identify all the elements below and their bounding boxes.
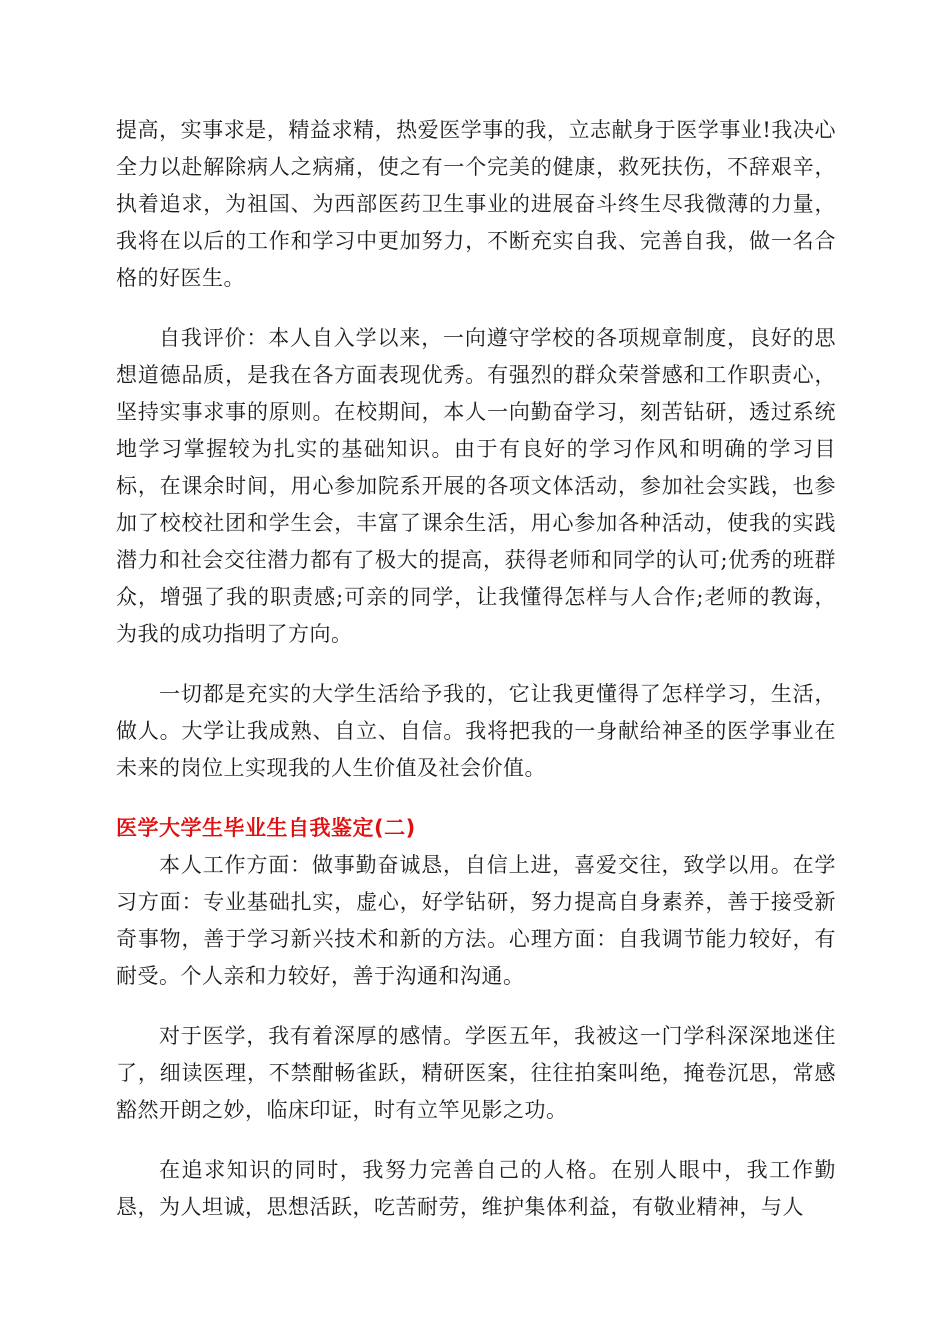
paragraph-continuation: 提高，实事求是，精益求精，热爱医学事的我，立志献身于医学事业!我决心全力以赴解除病人之病痛，使之有一个完美的健康，救死扶伤，不辞艰辛，执着追求，为祖国、为西部医药卫生事业的进展奋斗终生尽我微薄的力量，我将在以后的工作和学习中更加努力，不断充实自我、完善自我，做一名合格的好医生。 (116, 118, 836, 290)
document-page (116, 112, 836, 1249)
section-heading: 医学大学生毕业生自我鉴定(二) (116, 816, 416, 840)
paragraph-self-evaluation: 自我评价：本人自入学以来，一向遵守学校的各项规章制度，良好的思想道德品质，是我在各方面表现优秀。有强烈的群众荣誉感和工作职责心，坚持实事求事的原则。在校期间，本人一向勤奋学习，刻苦钻研，透过系统地学习掌握较为扎实的基础知识。由于有良好的学习作风和明确的学习目标，在课余时间，用心参加院系开展的各项文体活动，参加社会实践，也参加了校校社团和学生会，丰富了课余生活，用心参加各种活动，使我的实践潜力和社会交往潜力都有了极大的提高，获得老师和同学的认可;优秀的班群众，增强了我的职责感;可亲的同学，让我懂得怎样与人合作;老师的教诲，为我的成功指明了方向。 (116, 326, 836, 646)
paragraph-conclusion: 一切都是充实的大学生活给予我的，它让我更懂得了怎样学习，生活，做人。大学让我成熟、自立、自信。我将把我的一身献给神圣的医学事业在未来的岗位上实现我的人生价值及社会价值。 (116, 682, 836, 780)
paragraph-medicine: 对于医学，我有着深厚的感情。学医五年，我被这一门学科深深地迷住了，细读医理，不禁酣畅雀跃，精研医案，往往拍案叫绝，掩卷沉思，常感豁然开朗之妙，临床印证，时有立竿见影之功。 (116, 1024, 836, 1122)
paragraph-work-study: 本人工作方面：做事勤奋诚恳，自信上进，喜爱交往，致学以用。在学习方面：专业基础扎实，虚心，好学钻研，努力提高自身素养，善于接受新奇事物，善于学习新兴技术和新的方法。心理方面：自我调节能力较好，有耐受。个人亲和力较好，善于沟通和沟通。 (116, 853, 836, 988)
paragraph-personality: 在追求知识的同时，我努力完善自己的人格。在别人眼中，我工作勤恳，为人坦诚，思想活跃，吃苦耐劳，维护集体利益，有敬业精神，与人 (116, 1158, 836, 1219)
